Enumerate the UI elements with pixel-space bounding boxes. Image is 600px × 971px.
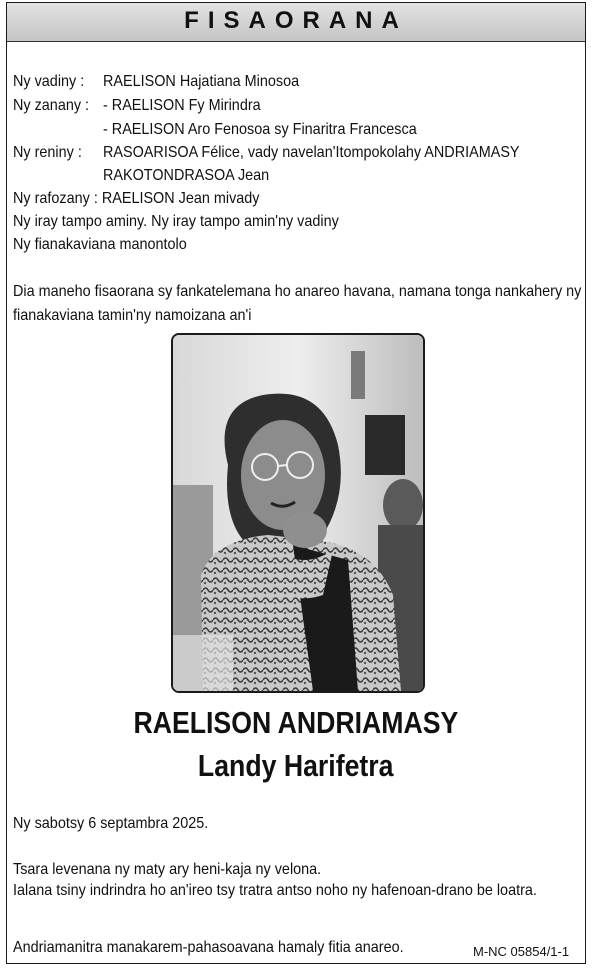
closing-line-3: Andriamanitra manakarem-pahasoavana hamaly fitia anareo.: [13, 939, 404, 956]
parents-label: Ny reniny :: [13, 144, 82, 161]
closing-line-1: Tsara levenana ny maty ary heni-kaja ny velona.: [13, 861, 322, 878]
portrait-photo-image: [173, 335, 423, 691]
children-label: Ny zanany :: [13, 97, 90, 114]
portrait-photo: [171, 333, 425, 693]
wife-line: [13, 72, 299, 92]
parents-line: [13, 143, 520, 163]
siblings-line: Ny iray tampo aminy. Ny iray tampo amin'ny vadiny: [13, 213, 339, 230]
wife-name: RAELISON Hajatiana Minosoa: [103, 73, 300, 90]
obituary-notice: [6, 2, 586, 964]
date-line: Ny sabotsy 6 septambra 2025.: [13, 815, 209, 832]
parents-name-1: RASOARISOA Félice, vady navelan'Itompokolahy ANDRIAMASY: [103, 144, 520, 161]
wife-label: Ny vadiny :: [13, 73, 85, 90]
deceased-given-names-text: Landy Harifetra: [198, 748, 394, 783]
reference-code: M-NC 05854/1-1: [473, 944, 570, 959]
parents-name-2: RAKOTONDRASOA Jean: [103, 167, 270, 184]
child-name-2: - RAELISON Aro Fenosoa sy Finaritra Francesca: [103, 121, 417, 138]
deceased-surname: [7, 705, 585, 741]
deceased-given-names: [7, 748, 585, 784]
child-name-1: - RAELISON Fy Mirindra: [103, 97, 261, 114]
family-all-line: Ny fianakaviana manontolo: [13, 236, 187, 253]
header-title: FISAORANA: [184, 7, 408, 34]
header-banner: [7, 3, 585, 42]
thanks-paragraph: Dia maneho fisaorana sy fankatelemana ho anareo havana, namana tonga nankahery ny fianakaviana tamin'ny namoizana an'i: [13, 283, 582, 324]
deceased-surname-text: RAELISON ANDRIAMASY: [133, 705, 459, 740]
children-line: [13, 96, 261, 116]
in-law-line: Ny rafozany : RAELISON Jean mivady: [13, 190, 260, 207]
closing-line-2: Ialana tsiny indrindra ho an'ireo tsy tratra antso noho ny hafenoan-drano be loatra.: [13, 882, 537, 899]
